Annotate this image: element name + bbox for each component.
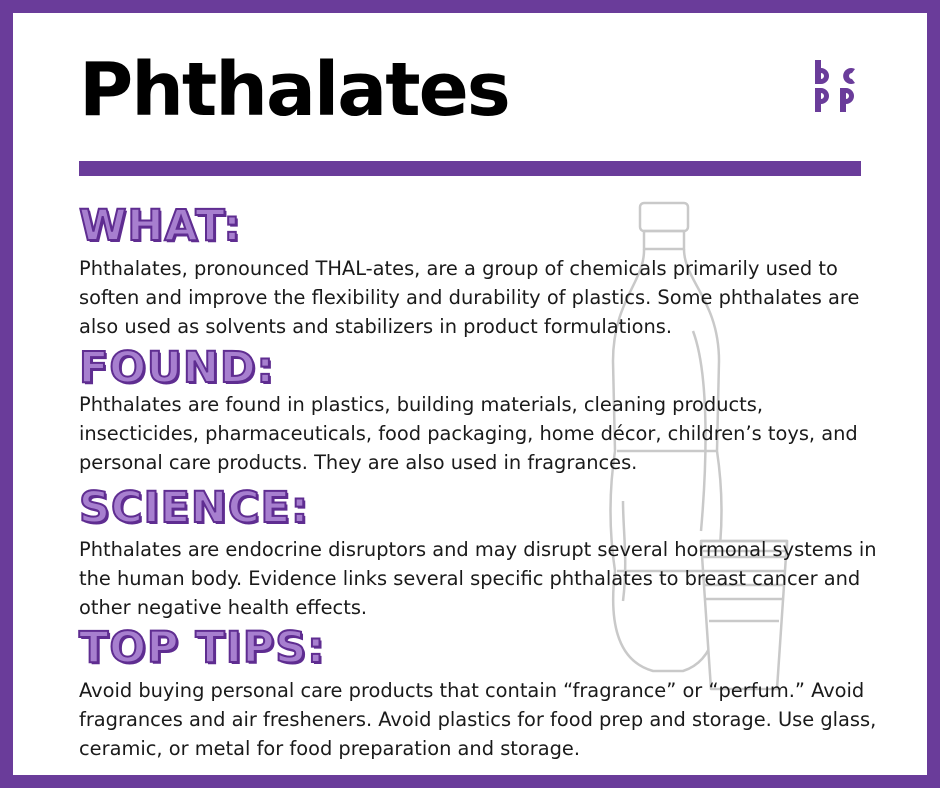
section-heading-found: FOUND: bbox=[79, 343, 275, 393]
infographic-card bbox=[13, 13, 927, 775]
page-title: Phthalates bbox=[79, 47, 509, 133]
section-body-top-tips: Avoid buying personal care products that contain “fragrance” or “perfum.” Avoid fragrances and air fresheners. Avoid plastics for food prep and storage. Use glass, ceramic, or metal for food preparation and storage. bbox=[79, 679, 877, 760]
section-body-science: Phthalates are endocrine disruptors and may disrupt several hormonal systems in the human body. Evidence links several specific phthalates to breast cancer and other negative health effects. bbox=[79, 538, 877, 619]
section-heading-what: WHAT: bbox=[79, 201, 242, 251]
section-body-what: Phthalates, pronounced THAL-ates, are a group of chemicals primarily used to soften and improve the flexibility and durability of plastics. Some phthalates are also used as solvents and stabilizers in product formulations. bbox=[79, 257, 860, 338]
section-body-found: Phthalates are found in plastics, building materials, cleaning products, insecticides, pharmaceuticals, food packaging, home décor, children’s toys, and personal care products. They are also used in fragrances. bbox=[79, 393, 858, 474]
bcpp-logo-icon bbox=[813, 58, 863, 114]
section-heading-top-tips: TOP TIPS: bbox=[79, 623, 326, 673]
section-heading-science: SCIENCE: bbox=[79, 483, 310, 533]
title-divider bbox=[79, 161, 861, 176]
